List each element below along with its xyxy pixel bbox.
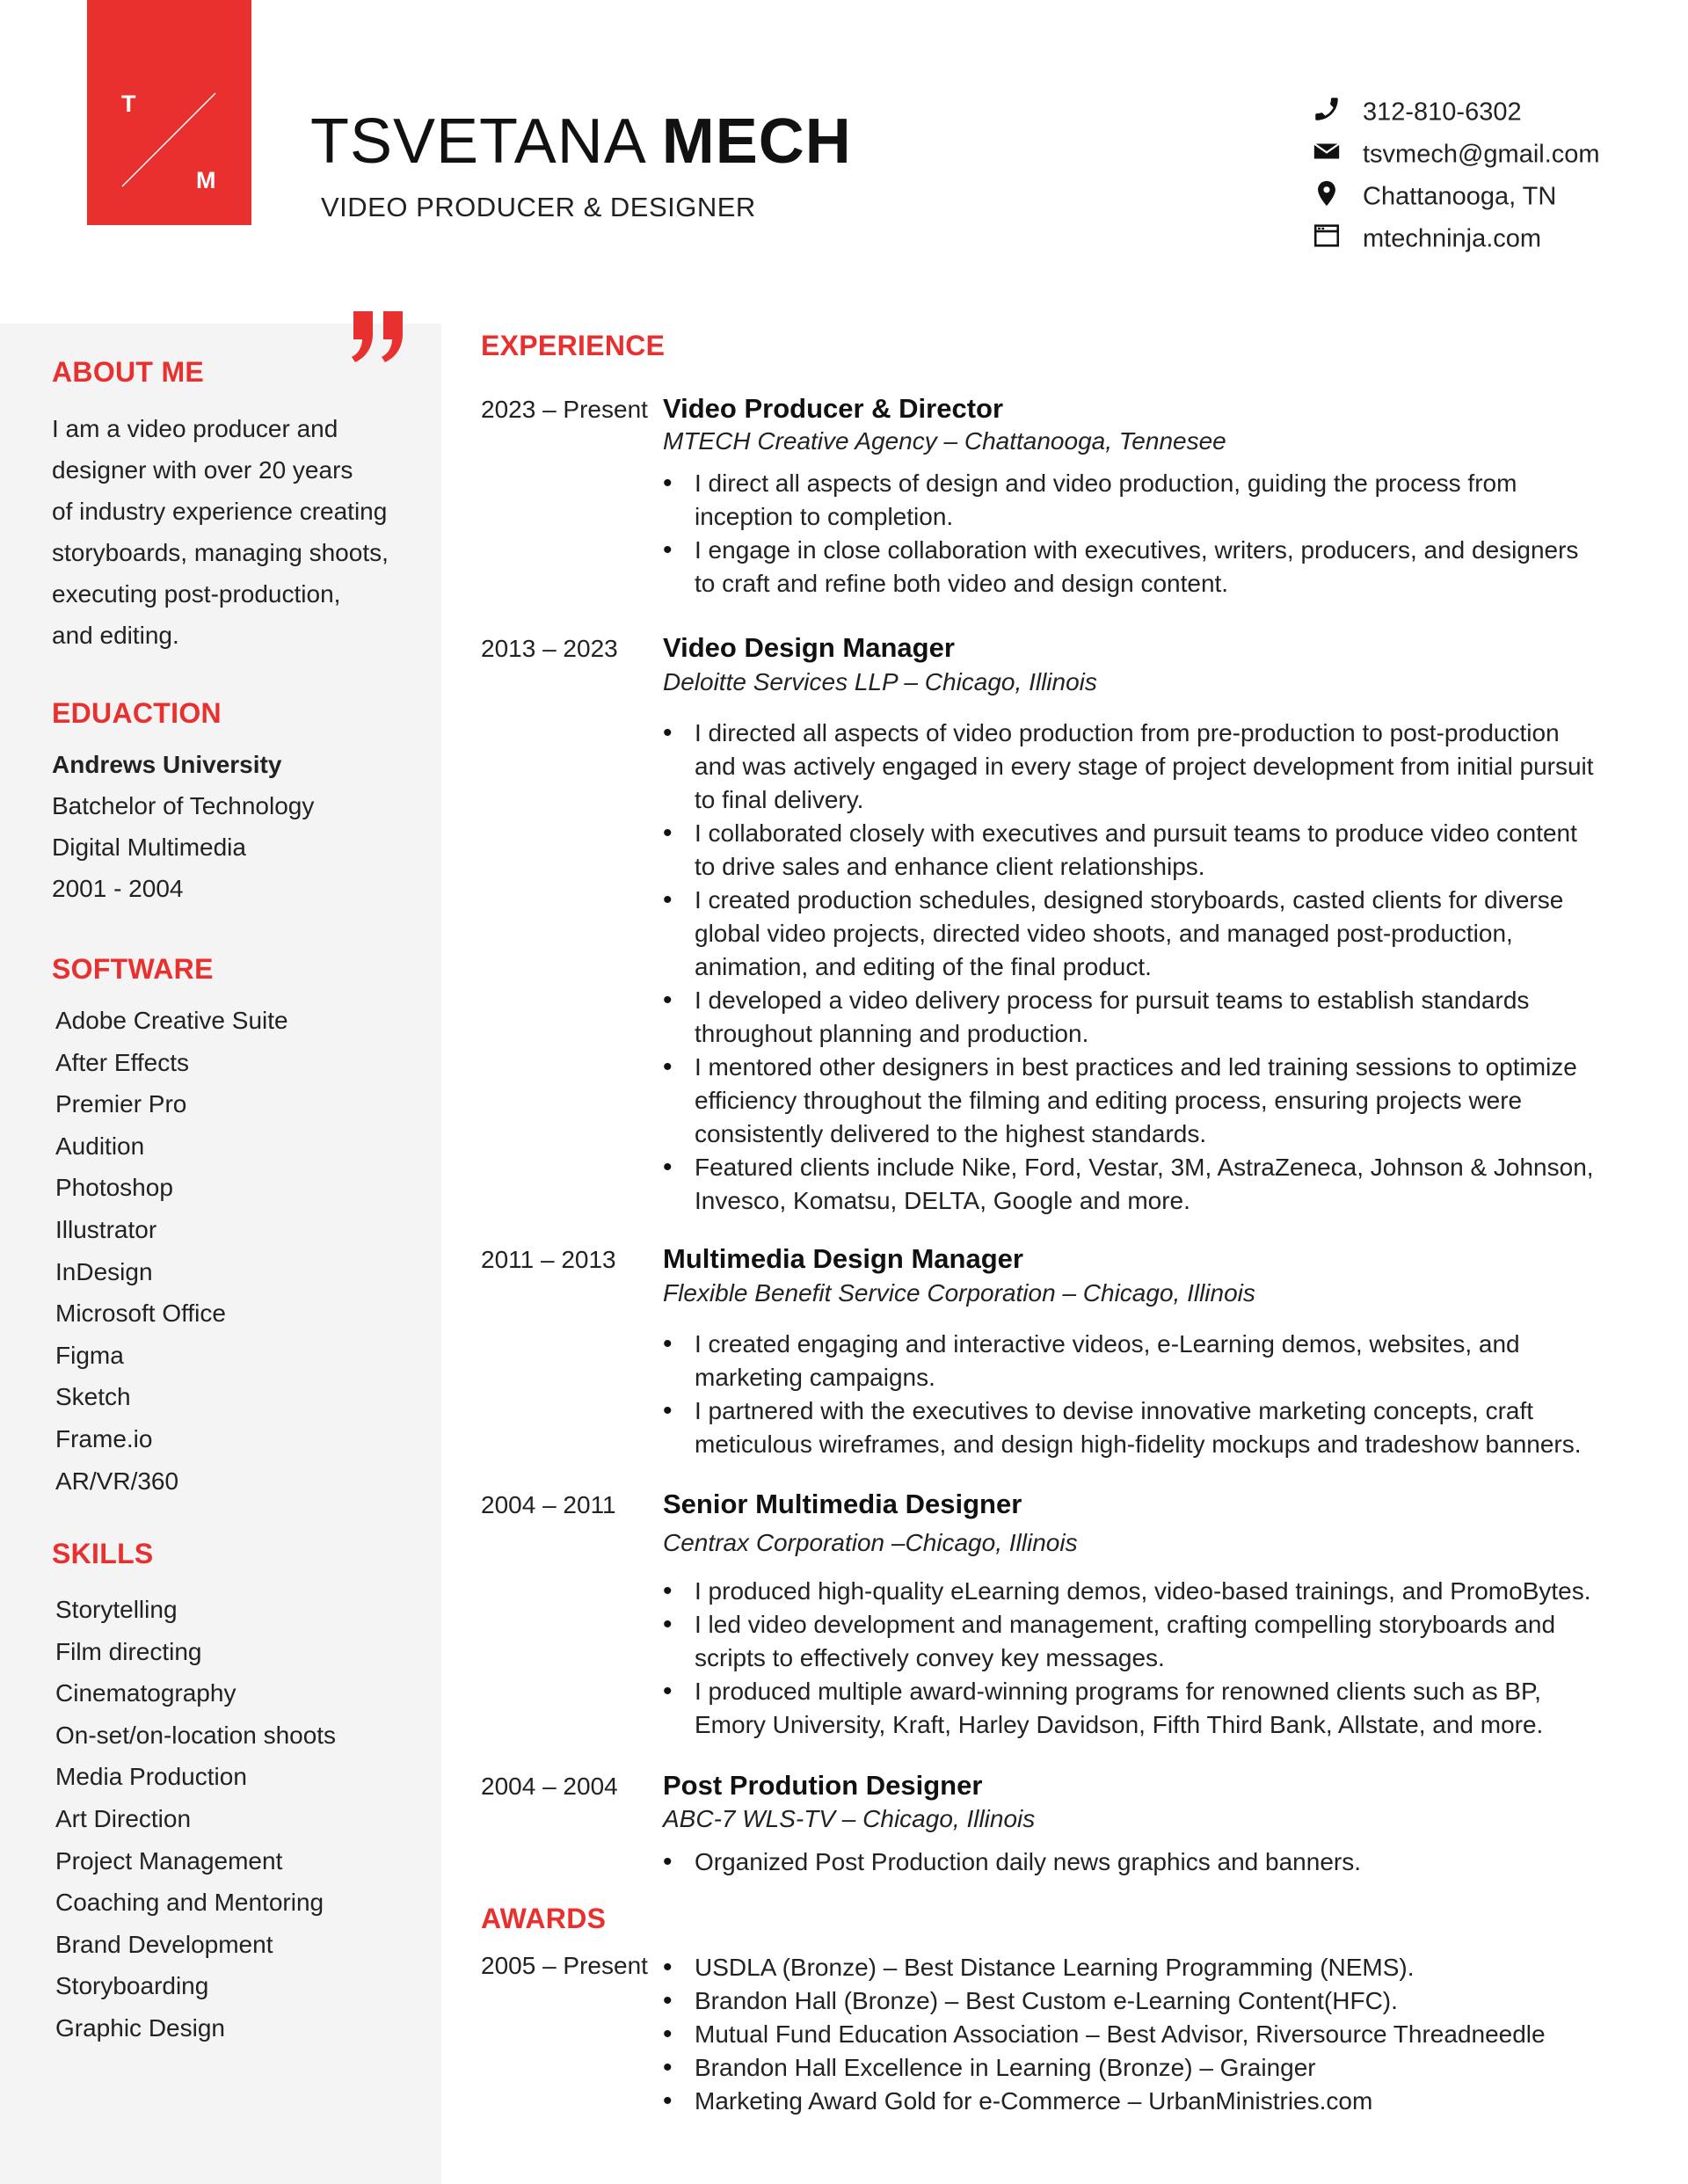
skill-item: Storyboarding	[55, 1972, 209, 2000]
logo-diagonal-line-icon	[87, 0, 251, 225]
job-title-tagline: VIDEO PRODUCER & DESIGNER	[321, 192, 756, 222]
job-bullet: • I developed a video delivery process for pursuit teams to establish standards throughout planning and production.	[663, 984, 1595, 1051]
contact-website-text: mtechninja.com	[1363, 224, 1542, 253]
awards-heading: AWARDS	[481, 1903, 607, 1934]
first-name: TSVETANA	[310, 106, 644, 177]
contact-website[interactable]	[1312, 220, 1541, 255]
software-list	[55, 1000, 288, 1502]
contact-location-text: Chattanooga, TN	[1363, 182, 1557, 211]
skill-item: Cinematography	[55, 1679, 236, 1707]
job-bullets	[663, 717, 1595, 1218]
email-icon	[1312, 136, 1342, 166]
job-title: Video Design Manager	[663, 632, 955, 663]
contact-phone-text: 312-810-6302	[1363, 98, 1522, 127]
contact-phone[interactable]	[1312, 93, 1522, 128]
job-bullet: • Organized Post Production daily news graphics and banners.	[663, 1845, 1595, 1879]
skill-item: Graphic Design	[55, 2013, 225, 2042]
job-bullet: • I engage in close collaboration with executives, writers, producers, and designers to craft and refine both video and design content.	[663, 534, 1595, 601]
phone-icon	[1312, 94, 1342, 124]
award-item: • Brandon Hall Excellence in Learning (Bronze) – Grainger	[663, 2051, 1595, 2085]
monogram-logo	[87, 0, 251, 225]
software-item: AR/VR/360	[55, 1467, 179, 1495]
software-item: Frame.io	[55, 1424, 153, 1452]
skills-heading: SKILLS	[52, 1538, 154, 1569]
about-line: executing post-production,	[52, 580, 341, 608]
skill-item: On-set/on-location shoots	[55, 1721, 337, 1749]
contact-email-text: tsvmech@gmail.com	[1363, 140, 1600, 169]
education-degree: Batchelor of Technology	[52, 792, 315, 819]
skill-item: Storytelling	[55, 1596, 178, 1623]
skill-item: Art Direction	[55, 1804, 192, 1832]
software-item: Figma	[55, 1341, 124, 1369]
about-line: designer with over 20 years	[52, 456, 353, 484]
about-line: of industry experience creating	[52, 498, 388, 525]
job-dates: 2023 – Present	[481, 396, 648, 423]
software-heading: SOFTWARE	[52, 953, 214, 985]
job-title: Senior Multimedia Designer	[663, 1489, 1022, 1519]
software-item: Photoshop	[55, 1174, 173, 1202]
award-item: • Mutual Fund Education Association – Best Advisor, Riversource Threadneedle	[663, 2018, 1595, 2051]
education-heading: EDUACTION	[52, 697, 222, 729]
skill-item: Film directing	[55, 1637, 202, 1665]
job-dates: 2013 – 2023	[481, 635, 618, 662]
last-name: MECH	[661, 106, 852, 177]
award-item: • USDLA (Bronze) – Best Distance Learning Programming (NEMS).	[663, 1951, 1595, 1984]
job-bullets	[663, 1575, 1595, 1742]
job-company: ABC-7 WLS-TV – Chicago, Illinois	[663, 1805, 1036, 1832]
location-pin-icon	[1312, 178, 1342, 208]
about-line: storyboards, managing shoots,	[52, 539, 389, 566]
job-bullet: • I produced high-quality eLearning demos, video-based trainings, and PromoBytes.	[663, 1575, 1595, 1608]
job-bullet: • I led video development and management, crafting compelling storyboards and scripts to effectively convey key messages.	[663, 1608, 1595, 1675]
software-item: Sketch	[55, 1383, 131, 1411]
software-item: Microsoft Office	[55, 1299, 226, 1328]
job-bullet: • I partnered with the executives to devise innovative marketing concepts, craft meticulous wireframes, and design high-fidelity mockups and tradeshow banners.	[663, 1394, 1595, 1461]
contact-email[interactable]	[1312, 135, 1600, 171]
job-bullets	[663, 1328, 1595, 1461]
software-item: InDesign	[55, 1257, 153, 1285]
education-years: 2001 - 2004	[52, 875, 184, 902]
software-item: After Effects	[55, 1048, 189, 1076]
job-bullet: • I produced multiple award-winning programs for renowned clients such as BP, Emory University, Kraft, Harley Davidson, Fifth Third Bank, Allstate, and more.	[663, 1675, 1595, 1742]
about-line: and editing.	[52, 622, 179, 649]
job-dates: 2004 – 2004	[481, 1773, 618, 1800]
award-item: • Brandon Hall (Bronze) – Best Custom e-Learning Content(HFC).	[663, 1984, 1595, 2018]
job-company: MTECH Creative Agency – Chattanooga, Tennesee	[663, 427, 1226, 455]
skill-item: Brand Development	[55, 1930, 273, 1958]
logo-initial-t: T	[121, 91, 136, 117]
job-title: Post Prodution Designer	[663, 1770, 983, 1801]
education-major: Digital Multimedia	[52, 834, 246, 861]
skills-list	[55, 1589, 336, 2049]
candidate-name	[310, 102, 852, 181]
skill-item: Coaching and Mentoring	[55, 1889, 324, 1917]
job-title: Video Producer & Director	[663, 393, 1004, 424]
awards-list	[663, 1951, 1595, 2118]
job-bullet: • I created production schedules, designed storyboards, casted clients for diverse global video projects, directed video shoots, and managed post-production, animation, and editing of the final product.	[663, 884, 1595, 984]
job-dates: 2004 – 2011	[481, 1491, 616, 1518]
award-item: • Marketing Award Gold for e-Commerce – UrbanMinistries.com	[663, 2085, 1595, 2118]
contact-location	[1312, 178, 1556, 213]
job-title: Multimedia Design Manager	[663, 1243, 1023, 1274]
skill-item: Project Management	[55, 1846, 283, 1875]
job-bullets	[663, 467, 1595, 601]
job-bullet: • Featured clients include Nike, Ford, Vestar, 3M, AstraZeneca, Johnson & Johnson, Invesco, Komatsu, DELTA, Google and more.	[663, 1151, 1595, 1218]
experience-heading: EXPERIENCE	[481, 330, 666, 361]
software-item: Premier Pro	[55, 1090, 187, 1118]
about-heading: ABOUT ME	[52, 356, 205, 388]
job-bullet: • I collaborated closely with executives and pursuit teams to produce video content to drive sales and enhance client relationships.	[663, 817, 1595, 884]
about-text	[52, 408, 421, 656]
logo-initial-m: M	[196, 167, 216, 193]
job-bullet: • I directed all aspects of video production from pre-production to post-production and was actively engaged in every stage of project development from initial pursuit to final delivery.	[663, 717, 1595, 817]
job-company: Centrax Corporation –Chicago, Illinois	[663, 1529, 1078, 1556]
education-school: Andrews University	[52, 751, 282, 778]
quote-mark-icon	[350, 308, 408, 369]
software-item: Illustrator	[55, 1215, 157, 1243]
software-item: Audition	[55, 1132, 145, 1160]
awards-dates: 2005 – Present	[481, 1952, 648, 1979]
about-line: I am a video producer and	[52, 415, 338, 442]
job-company: Flexible Benefit Service Corporation – Chicago, Illinois	[663, 1279, 1255, 1307]
job-dates: 2011 – 2013	[481, 1246, 616, 1273]
job-company: Deloitte Services LLP – Chicago, Illinois	[663, 668, 1097, 695]
job-bullet: • I direct all aspects of design and video production, guiding the process from inception to completion.	[663, 467, 1595, 534]
skill-item: Media Production	[55, 1763, 247, 1791]
job-bullet: • I mentored other designers in best practices and led training sessions to optimize efficiency throughout the filming and editing process, ensuring projects were consistently delivered to the highest standards.	[663, 1051, 1595, 1151]
job-bullets	[663, 1845, 1595, 1879]
job-bullet: • I created engaging and interactive videos, e-Learning demos, websites, and marketing campaigns.	[663, 1328, 1595, 1394]
browser-window-icon	[1312, 221, 1342, 251]
education-block	[52, 744, 421, 909]
software-item: Adobe Creative Suite	[55, 1007, 288, 1034]
